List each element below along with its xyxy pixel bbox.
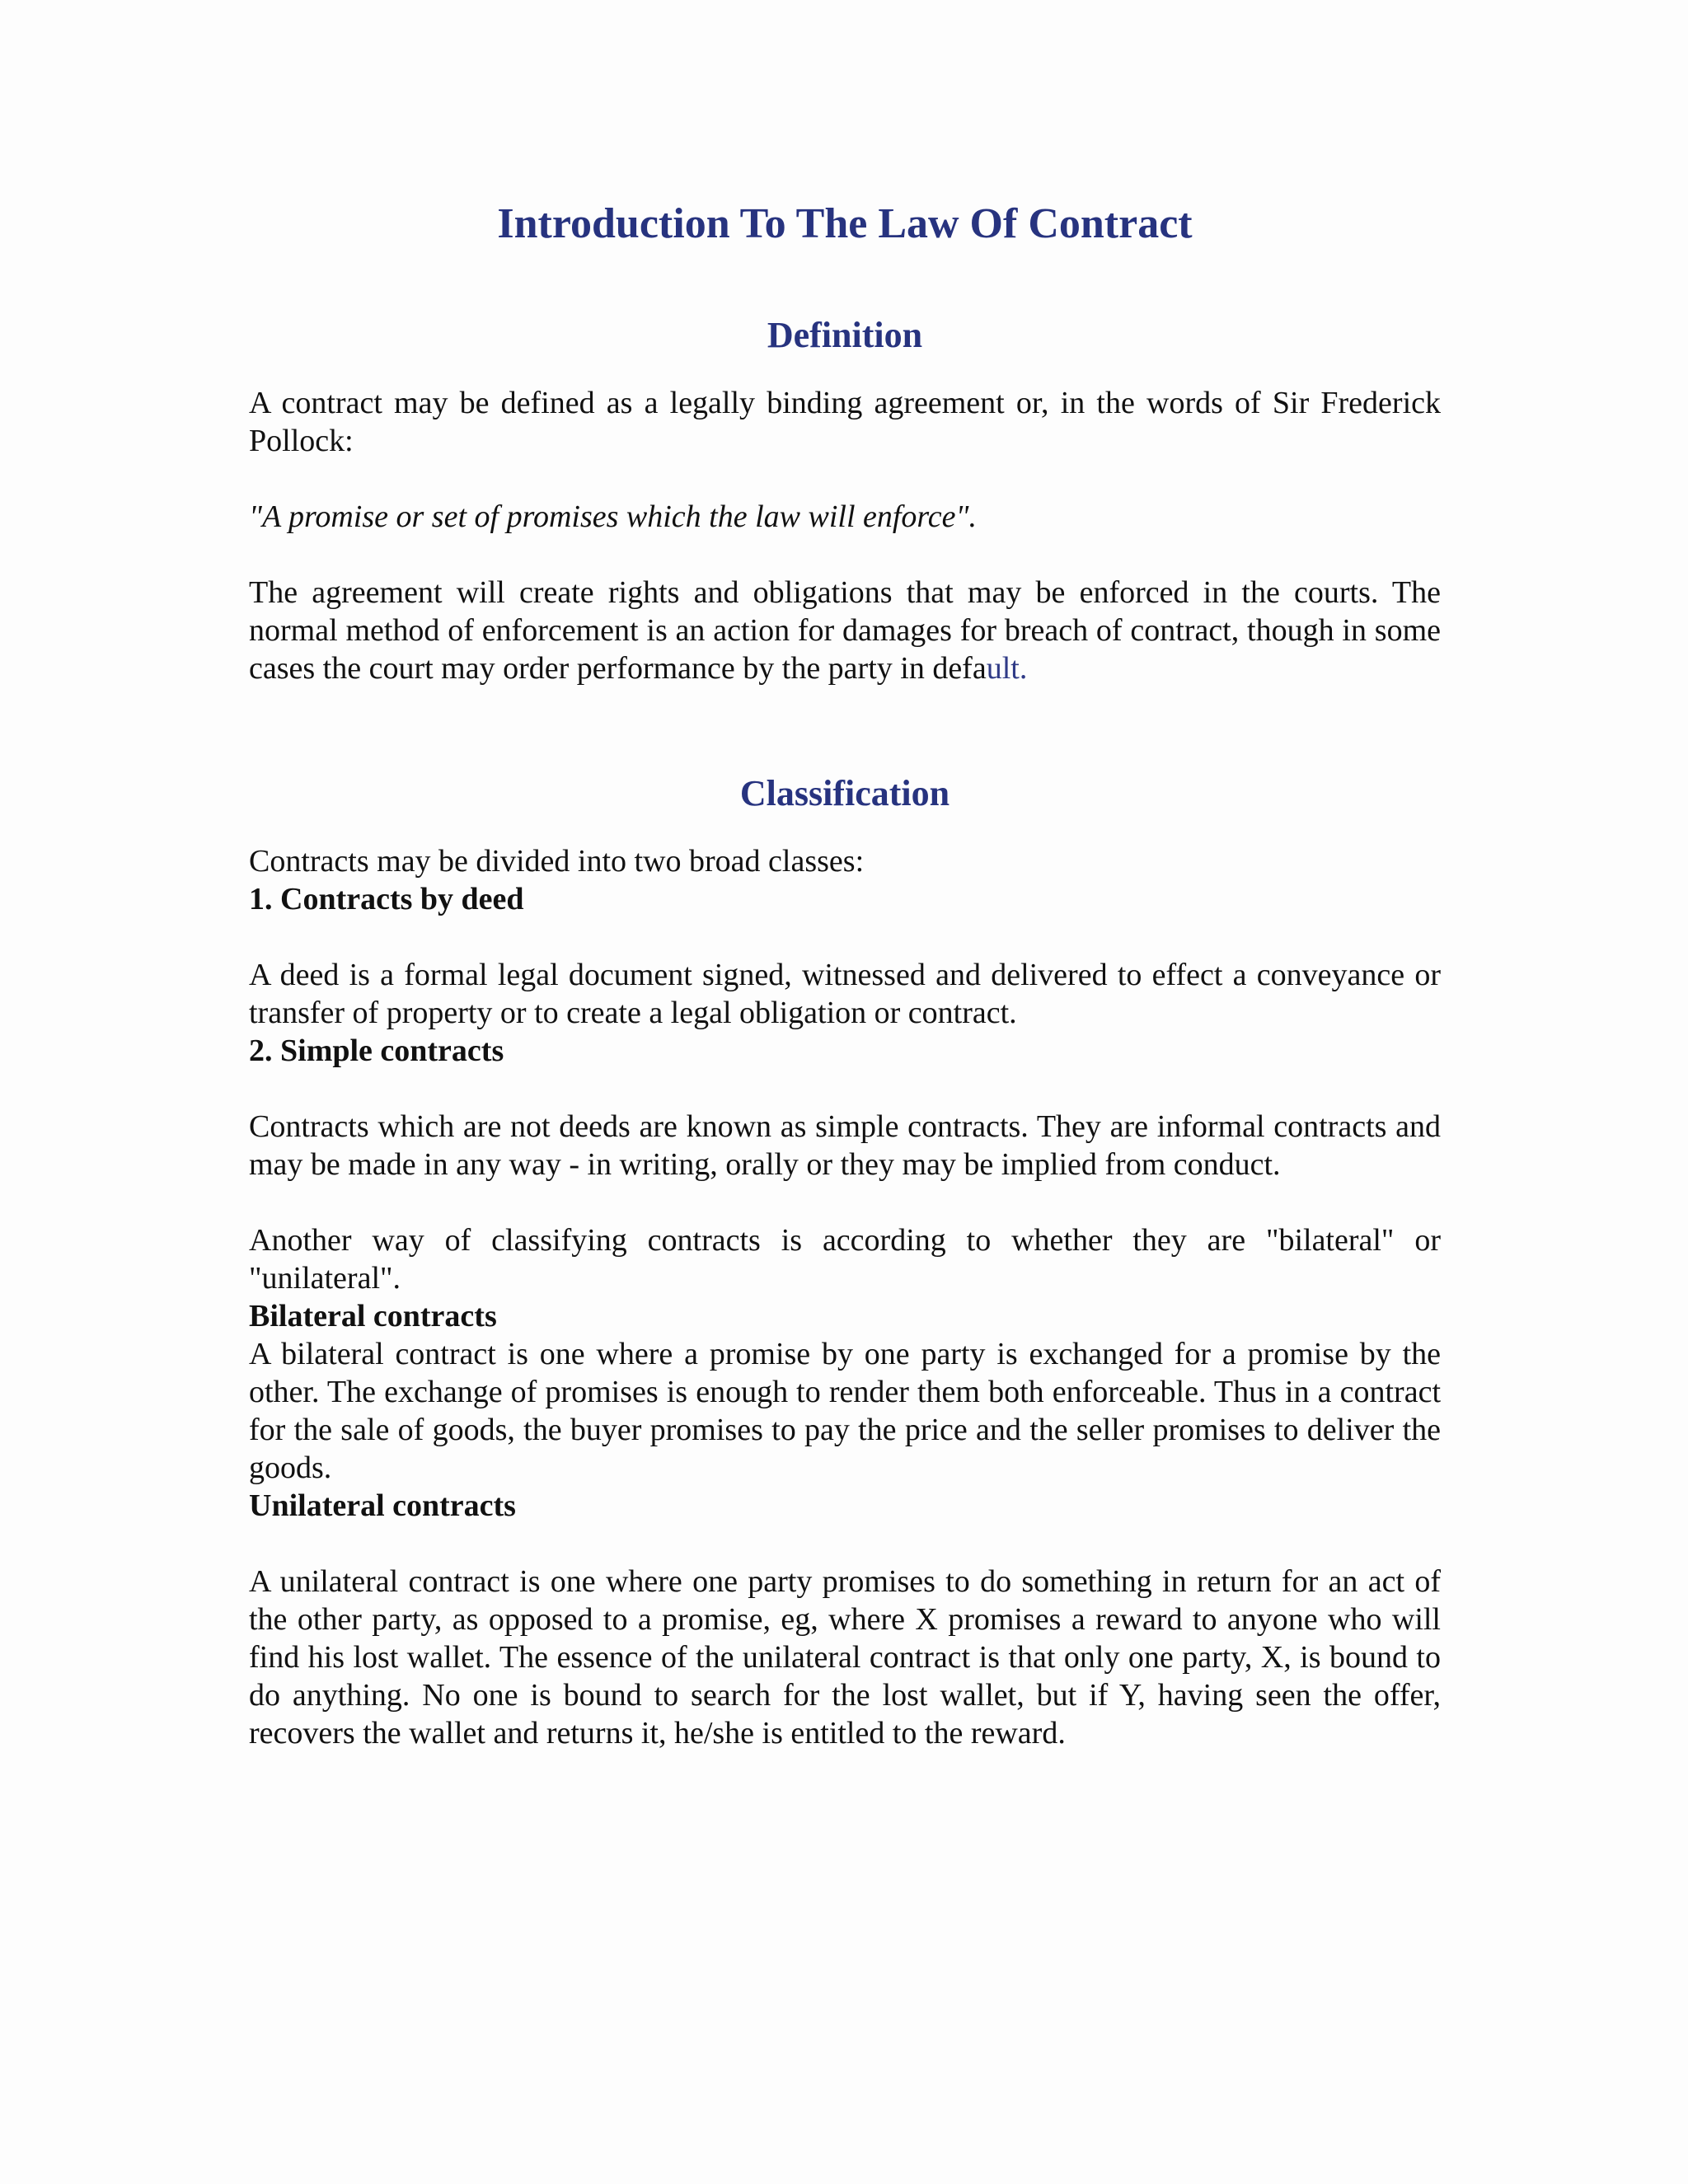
classification-intro: Contracts may be divided into two broad classes: xyxy=(249,844,865,879)
definition-intro: A contract may be defined as a legally binding agreement or, in the words of Sir Frederick Pollock: xyxy=(249,386,1441,458)
definition-heading: Definition xyxy=(767,315,923,355)
bilateral-heading: Bilateral contracts xyxy=(249,1299,497,1333)
bilateral-text: A bilateral contract is one where a promise by one party is exchanged for a promise by the other. The exchange of promises is enough to render them both enforceable. Thus in a contract for the sale of goods, the buyer promises to pay the price and the seller promises to deliver the goods. xyxy=(249,1337,1441,1485)
definition-body-text: The agreement will create rights and obligations that may be enforced in the courts. The normal method of enforcement is an action for damages for breach of contract, though in some cases the court may order performance by the party in defa xyxy=(249,575,1441,686)
simple-contracts-text: Contracts which are not deeds are known as simple contracts. They are informal contracts and may be made in any way - in writing, orally or they may be implied from conduct. xyxy=(249,1109,1441,1182)
definition-body xyxy=(249,574,1441,687)
document-title: Introduction To The Law Of Contract xyxy=(497,200,1193,247)
definition-body-tail: ult. xyxy=(986,651,1028,686)
unilateral-heading: Unilateral contracts xyxy=(249,1488,516,1523)
simple-contracts-heading: 2. Simple contracts xyxy=(249,1033,504,1068)
pollock-quote: "A promise or set of promises which the law will enforce". xyxy=(249,499,977,534)
deed-heading: 1. Contracts by deed xyxy=(249,882,524,916)
classification-another-way: Another way of classifying contracts is according to whether they are "bilateral" or "unilateral". xyxy=(249,1223,1441,1296)
deed-text: A deed is a formal legal document signed, witnessed and delivered to effect a conveyance or transfer of property or to create a legal obligation or contract. xyxy=(249,958,1441,1030)
unilateral-text: A unilateral contract is one where one party promises to do something in return for an act of the other party, as opposed to a promise, eg, where X promises a reward to anyone who will find his lost wallet. The essence of the unilateral contract is that only one party, X, is bound to do anything. No one is bound to search for the lost wallet, but if Y, having seen the offer, recovers the wallet and returns it, he/she is entitled to the reward. xyxy=(249,1564,1441,1750)
document-content xyxy=(249,186,1441,1752)
classification-heading: Classification xyxy=(739,773,950,813)
